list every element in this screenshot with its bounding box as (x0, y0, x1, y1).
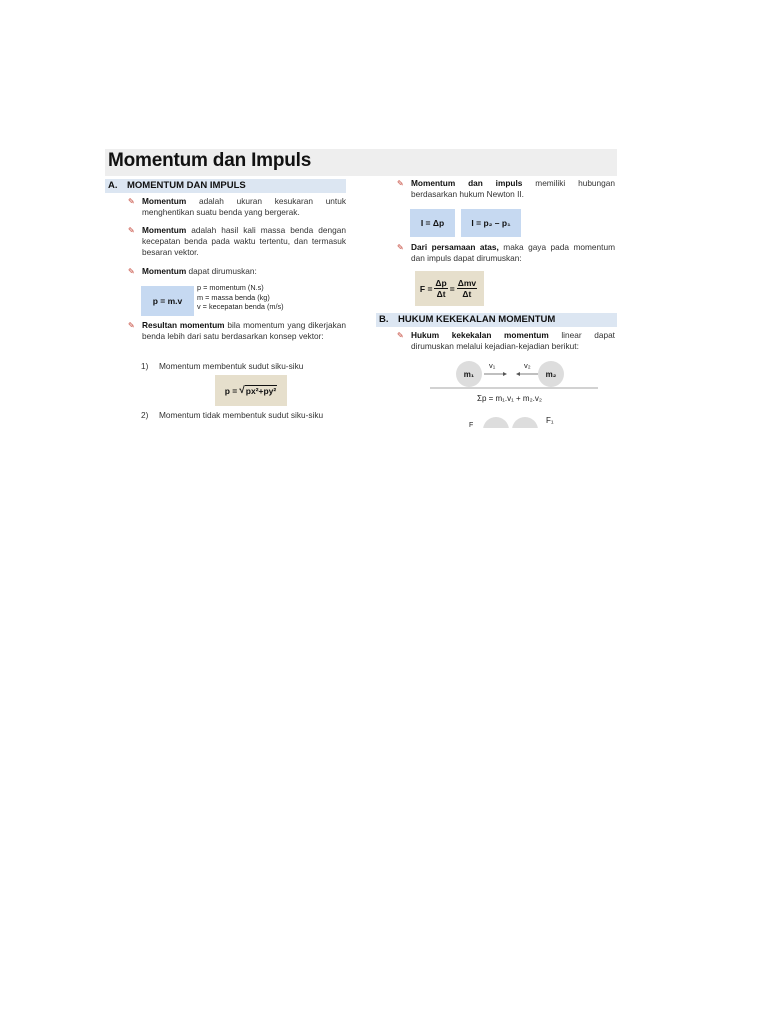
pen-icon: ✎ (397, 179, 404, 188)
pen-icon: ✎ (397, 243, 404, 252)
section-a-header (105, 179, 346, 193)
formula-pmv: p = m.v (152, 296, 183, 306)
resultant-lhs: p = (224, 385, 238, 396)
section-a-label: MOMENTUM DAN IMPULS (127, 180, 246, 191)
m1-label: m₁ (463, 369, 475, 379)
def-v: v = kecepatan benda (m/s) (197, 302, 284, 311)
bullet-bold: Resultan momentum (142, 320, 225, 330)
document-page (105, 149, 617, 428)
bullet-text: bila momentum yang dikerjakan benda lebih dari satu berdasarkan konsep vektor: (142, 320, 346, 341)
sqrt-icon: √ (239, 385, 245, 396)
pen-icon: ✎ (128, 267, 135, 276)
section-b-label: HUKUM KEKEKALAN MOMENTUM (398, 314, 556, 325)
bullet-text: linear dapat dirumuskan melalui kejadian-kejadian berikut: (411, 330, 615, 351)
section-a-number: A. (108, 180, 118, 191)
item-text: Momentum tidak membentuk sudut siku-siku (159, 410, 324, 420)
formula-impulse-1: I = Δp (420, 218, 445, 228)
ball-bottom-left (483, 417, 509, 428)
section-b-header (376, 313, 617, 327)
bullet-bold: Momentum dan impuls (411, 178, 523, 188)
formula-impulse-2: I = p₂ – p₁ (471, 218, 511, 228)
item-number: 2) (141, 410, 149, 420)
m2-label: m₂ (545, 369, 557, 379)
force-den-1: Δt (436, 289, 446, 299)
formula-definitions (197, 283, 284, 312)
bullet-conservation-law (397, 330, 615, 352)
formula-box-impulse-2 (461, 209, 521, 237)
fraction-dmv-dt (457, 278, 477, 299)
bullet-text: adalah ukuran kesukaran untuk menghentikan suatu benda yang bergerak. (142, 196, 346, 217)
force-den-2: Δt (462, 289, 472, 299)
force-lhs: F = (419, 283, 433, 294)
formula-box-impulse-1 (410, 209, 455, 237)
item-text: Momentum membentuk sudut siku-siku (159, 361, 304, 371)
bullet-bold: Momentum (142, 266, 187, 276)
bullet-resultant-momentum (128, 320, 346, 342)
item-number: 1) (141, 361, 149, 371)
bullet-bold: Momentum (142, 196, 187, 206)
title-bar (105, 149, 617, 176)
bullet-momentum-product (128, 225, 346, 258)
bullet-text: maka gaya pada momentum dan impuls dapat dirumuskan: (411, 242, 615, 263)
page-title: Momentum dan Impuls (108, 150, 312, 171)
bullet-text: memiliki hubungan berdasarkan hukum Newton II. (411, 178, 615, 199)
formula-box-force (415, 271, 484, 306)
bullet-bold: Momentum (142, 225, 187, 235)
bullet-bold: Dari persamaan atas, (411, 242, 499, 252)
list-item-right-angle (141, 361, 351, 373)
bullet-momentum-definition (128, 196, 346, 218)
formula-box-resultant (215, 375, 287, 406)
v2-label: v₂ (524, 361, 531, 370)
bullet-momentum-formula (128, 266, 346, 277)
force-num-2: Δmv (457, 278, 477, 288)
def-p: p = momentum (N.s) (197, 283, 264, 292)
arrow-v1-head (503, 372, 507, 376)
arrow-v2-head (516, 372, 520, 376)
formula-box-pmv (141, 286, 194, 316)
force-eq: = (449, 283, 455, 294)
resultant-rhs: px²+py² (245, 386, 277, 396)
pen-icon: ✎ (397, 331, 404, 340)
pen-icon: ✎ (128, 197, 135, 206)
section-b-number: B. (379, 314, 389, 325)
def-m: m = massa benda (kg) (197, 292, 270, 302)
v1-label: v₁ (489, 361, 496, 370)
pen-icon: ✎ (128, 321, 135, 330)
ball-bottom-right (512, 417, 538, 428)
sum-momentum-equation: Σp = m₁.v₁ + m₂.v₂ (477, 394, 543, 403)
bullet-bold: Hukum kekekalan momentum (411, 330, 549, 340)
pen-icon: ✎ (128, 226, 135, 235)
f1-label: F₁ (546, 416, 554, 425)
force-num-1: Δp (435, 278, 447, 288)
f-label: F (469, 422, 474, 428)
collision-diagram-lines (430, 365, 600, 391)
fraction-dp-dt (434, 278, 447, 299)
list-item-not-right-angle (141, 410, 351, 422)
bullet-text: adalah hasil kali massa benda dengan kecepatan benda pada waktu tertentu, dan termasuk besaran vektor. (142, 225, 346, 257)
bullet-momentum-impulse (397, 178, 615, 200)
bullet-text: dapat dirumuskan: (186, 266, 257, 276)
bullet-force-formula (397, 242, 615, 264)
